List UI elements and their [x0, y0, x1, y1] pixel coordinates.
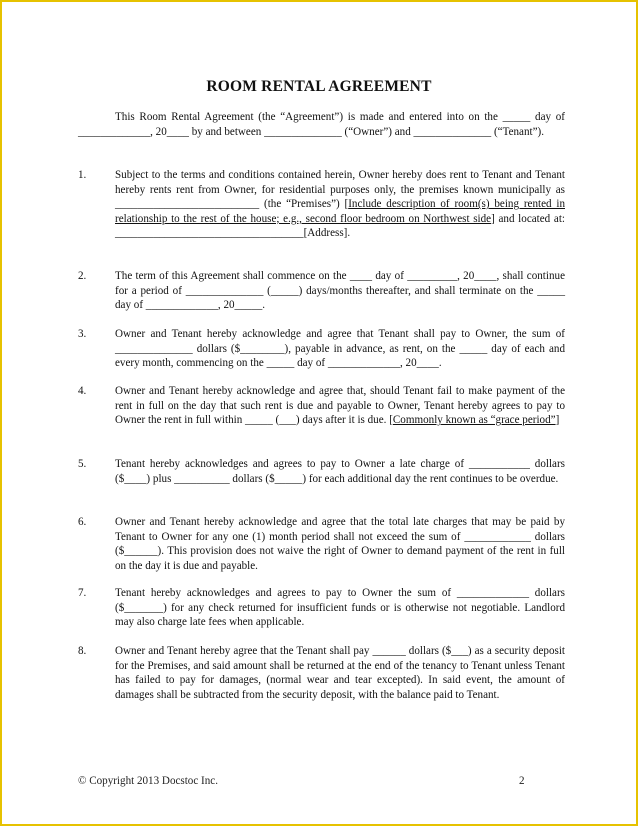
clause-text-part: ] — [555, 414, 560, 427]
clause-underlined-text: Include description of room(s) being rented in relationship to the rest of the house; e.g., second floor bedroom on Northwest side — [115, 198, 565, 225]
clause-7 — [78, 586, 565, 630]
clause-text: Owner and Tenant hereby acknowledge and agree that Tenant shall pay to Owner, the sum of ______________ dollars ($________), payable in advance, as rent, on the _____ day of each and every month, commencing on the _____ day of _____________, 20____. — [115, 328, 565, 370]
clause-text — [115, 168, 565, 241]
clause-text: The term of this Agreement shall commence on the ____ day of _________, 20____, shall continue for a period of ______________ (_____) days/months thereafter, and shall terminate on the _____ day of _____________, 20_____. — [115, 270, 565, 312]
clause-4 — [78, 384, 565, 428]
clause-text-part: Owner and Tenant hereby acknowledge and agree that, should Tenant fail to make payment of the rent in full on the day that such rent is due and payable to Owner, Tenant hereby agrees to pay to Owner the rent in full within _____ (___) days after it is due. [ — [115, 385, 565, 427]
clause-text: Owner and Tenant hereby agree that the Tenant shall pay ______ dollars ($___) as a security deposit for the Premises, and said amount shall be returned at the end of the tenancy to Tenant unless Tenant has failed to pay for damages, (normal wear and tear excepted). In said event, the amount of damages shall be subtracted from the security deposit, with the balance paid to Tenant. — [115, 645, 565, 701]
clause-number: 8. — [78, 645, 87, 657]
document-title: ROOM RENTAL AGREEMENT — [206, 78, 432, 95]
clause-number: 7. — [78, 587, 87, 599]
clause-number: 1. — [78, 169, 87, 181]
clause-3 — [78, 327, 565, 371]
clause-8 — [78, 644, 565, 702]
intro-paragraph: This Room Rental Agreement (the “Agreement”) is made and entered into on the _____ day of _____________, 20____ by and between ______________ (“Owner”) and ______________ (“Tenant”). — [78, 111, 565, 138]
clause-text: Tenant hereby acknowledges and agrees to pay to Owner a late charge of ___________ dollars ($____) plus __________ dollars ($_____) for each additional day the rent continues to be overdue. — [115, 458, 565, 485]
clause-1 — [78, 168, 565, 241]
footer-copyright: © Copyright 2013 Docstoc Inc. — [78, 775, 218, 787]
clause-underlined-text: Commonly known as “grace period” — [392, 414, 556, 427]
clause-5 — [78, 457, 565, 486]
clause-number: 3. — [78, 328, 87, 340]
clause-text-part: Subject to the terms and conditions contained herein, Owner hereby does rent to Tenant and Tenant hereby rents rent from Owner, for residential purposes only, the premises known municipally as __________________________ (the “Premises”) [ — [115, 169, 565, 211]
clause-number: 6. — [78, 516, 87, 528]
clause-text — [115, 384, 565, 428]
clause-text: Owner and Tenant hereby acknowledge and agree that the total late charges that may be paid by Tenant to Owner for any one (1) month period shall not exceed the sum of ____________ dollars ($______). This provision does not waive the right of Owner to demand payment of the rent in full on the day it is due and payable. — [115, 516, 565, 572]
clause-2 — [78, 269, 565, 313]
clause-number: 4. — [78, 385, 87, 397]
clause-number: 2. — [78, 270, 87, 282]
clause-number: 5. — [78, 458, 87, 470]
clause-text-part: ] and located at: __________________________________[Address]. — [115, 212, 565, 240]
clause-text: Tenant hereby acknowledges and agrees to pay to Owner the sum of _____________ dollars ($_______) for any check returned for insufficient funds or is otherwise not negotiable. Landlord may also charge late fees when applicable. — [115, 587, 565, 629]
clause-6 — [78, 515, 565, 573]
footer-page-number: 2 — [519, 775, 525, 787]
